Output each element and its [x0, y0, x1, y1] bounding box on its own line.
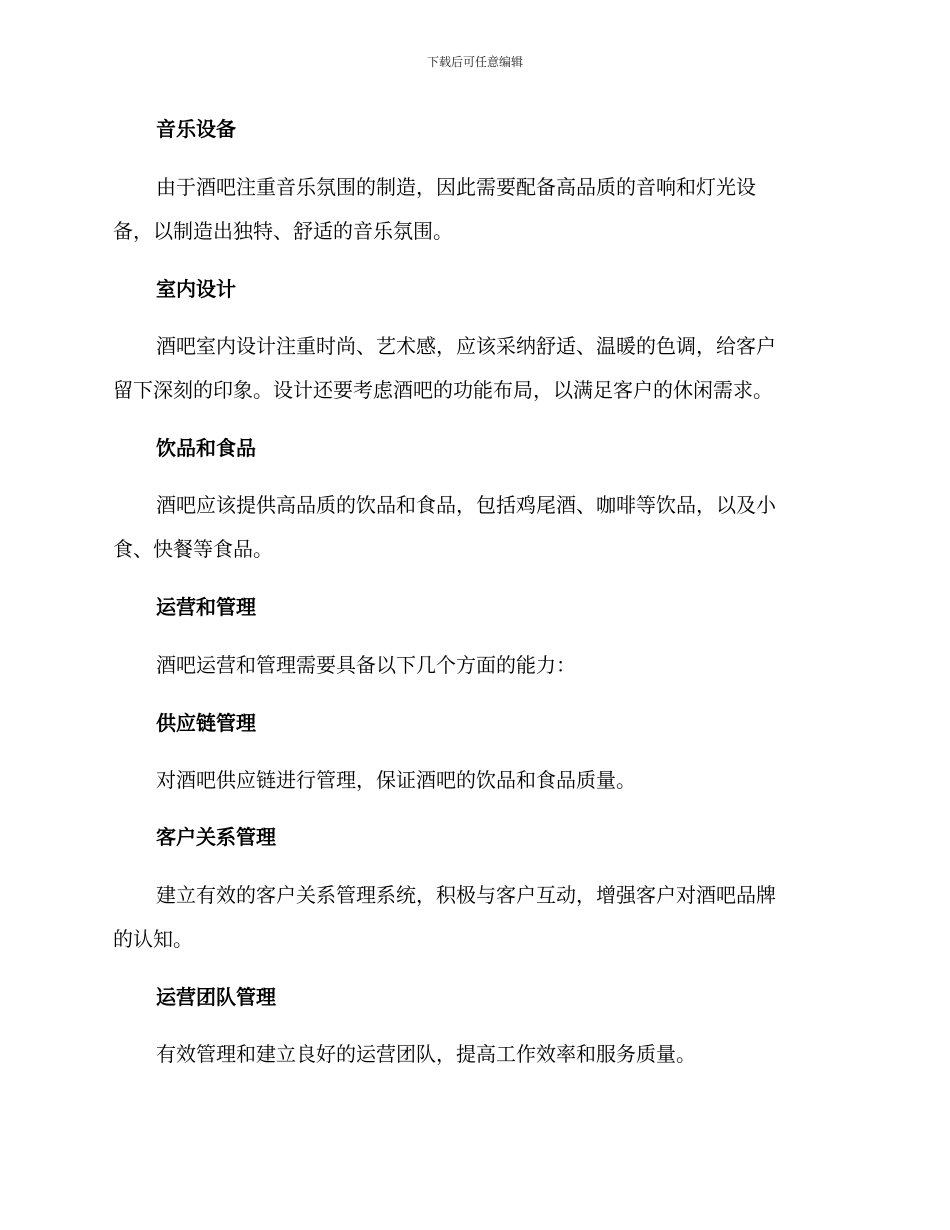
paragraph-line: 备，以制造出独特、舒适的音乐氛围。 — [113, 219, 453, 243]
paragraph-line: 的认知。 — [113, 927, 193, 951]
section-heading-music: 音乐设备 — [156, 117, 236, 141]
section-heading-interior: 室内设计 — [156, 277, 236, 301]
paragraph-line: 由于酒吧注重音乐氛围的制造，因此需要配备高品质的音响和灯光设 — [156, 175, 756, 199]
paragraph-line: 留下深刻的印象。设计还要考虑酒吧的功能布局，以满足客户的休闲需求。 — [113, 378, 773, 402]
paragraph-line: 酒吧应该提供高品质的饮品和食品，包括鸡尾酒、咖啡等饮品，以及小 — [156, 493, 776, 517]
paragraph-line: 对酒吧供应链进行管理，保证酒吧的饮品和食品质量。 — [156, 768, 636, 792]
paragraph-line: 食、快餐等食品。 — [113, 537, 273, 561]
section-heading-supply: 供应链管理 — [156, 711, 256, 735]
section-heading-crm: 客户关系管理 — [156, 825, 276, 849]
paragraph-line: 酒吧室内设计注重时尚、艺术感，应该采纳舒适、温暖的色调，给客户 — [156, 334, 776, 358]
page-header: 下载后可任意编辑 — [426, 55, 523, 69]
paragraph-line: 有效管理和建立良好的运营团队，提高工作效率和服务质量。 — [156, 1042, 696, 1066]
paragraph-line: 酒吧运营和管理需要具备以下几个方面的能力： — [156, 653, 576, 677]
section-heading-food: 饮品和食品 — [156, 436, 256, 460]
paragraph-line: 建立有效的客户关系管理系统，积极与客户互动，增强客户对酒吧品牌 — [156, 883, 776, 907]
section-heading-team: 运营团队管理 — [156, 985, 276, 1009]
section-heading-operations: 运营和管理 — [156, 595, 256, 619]
